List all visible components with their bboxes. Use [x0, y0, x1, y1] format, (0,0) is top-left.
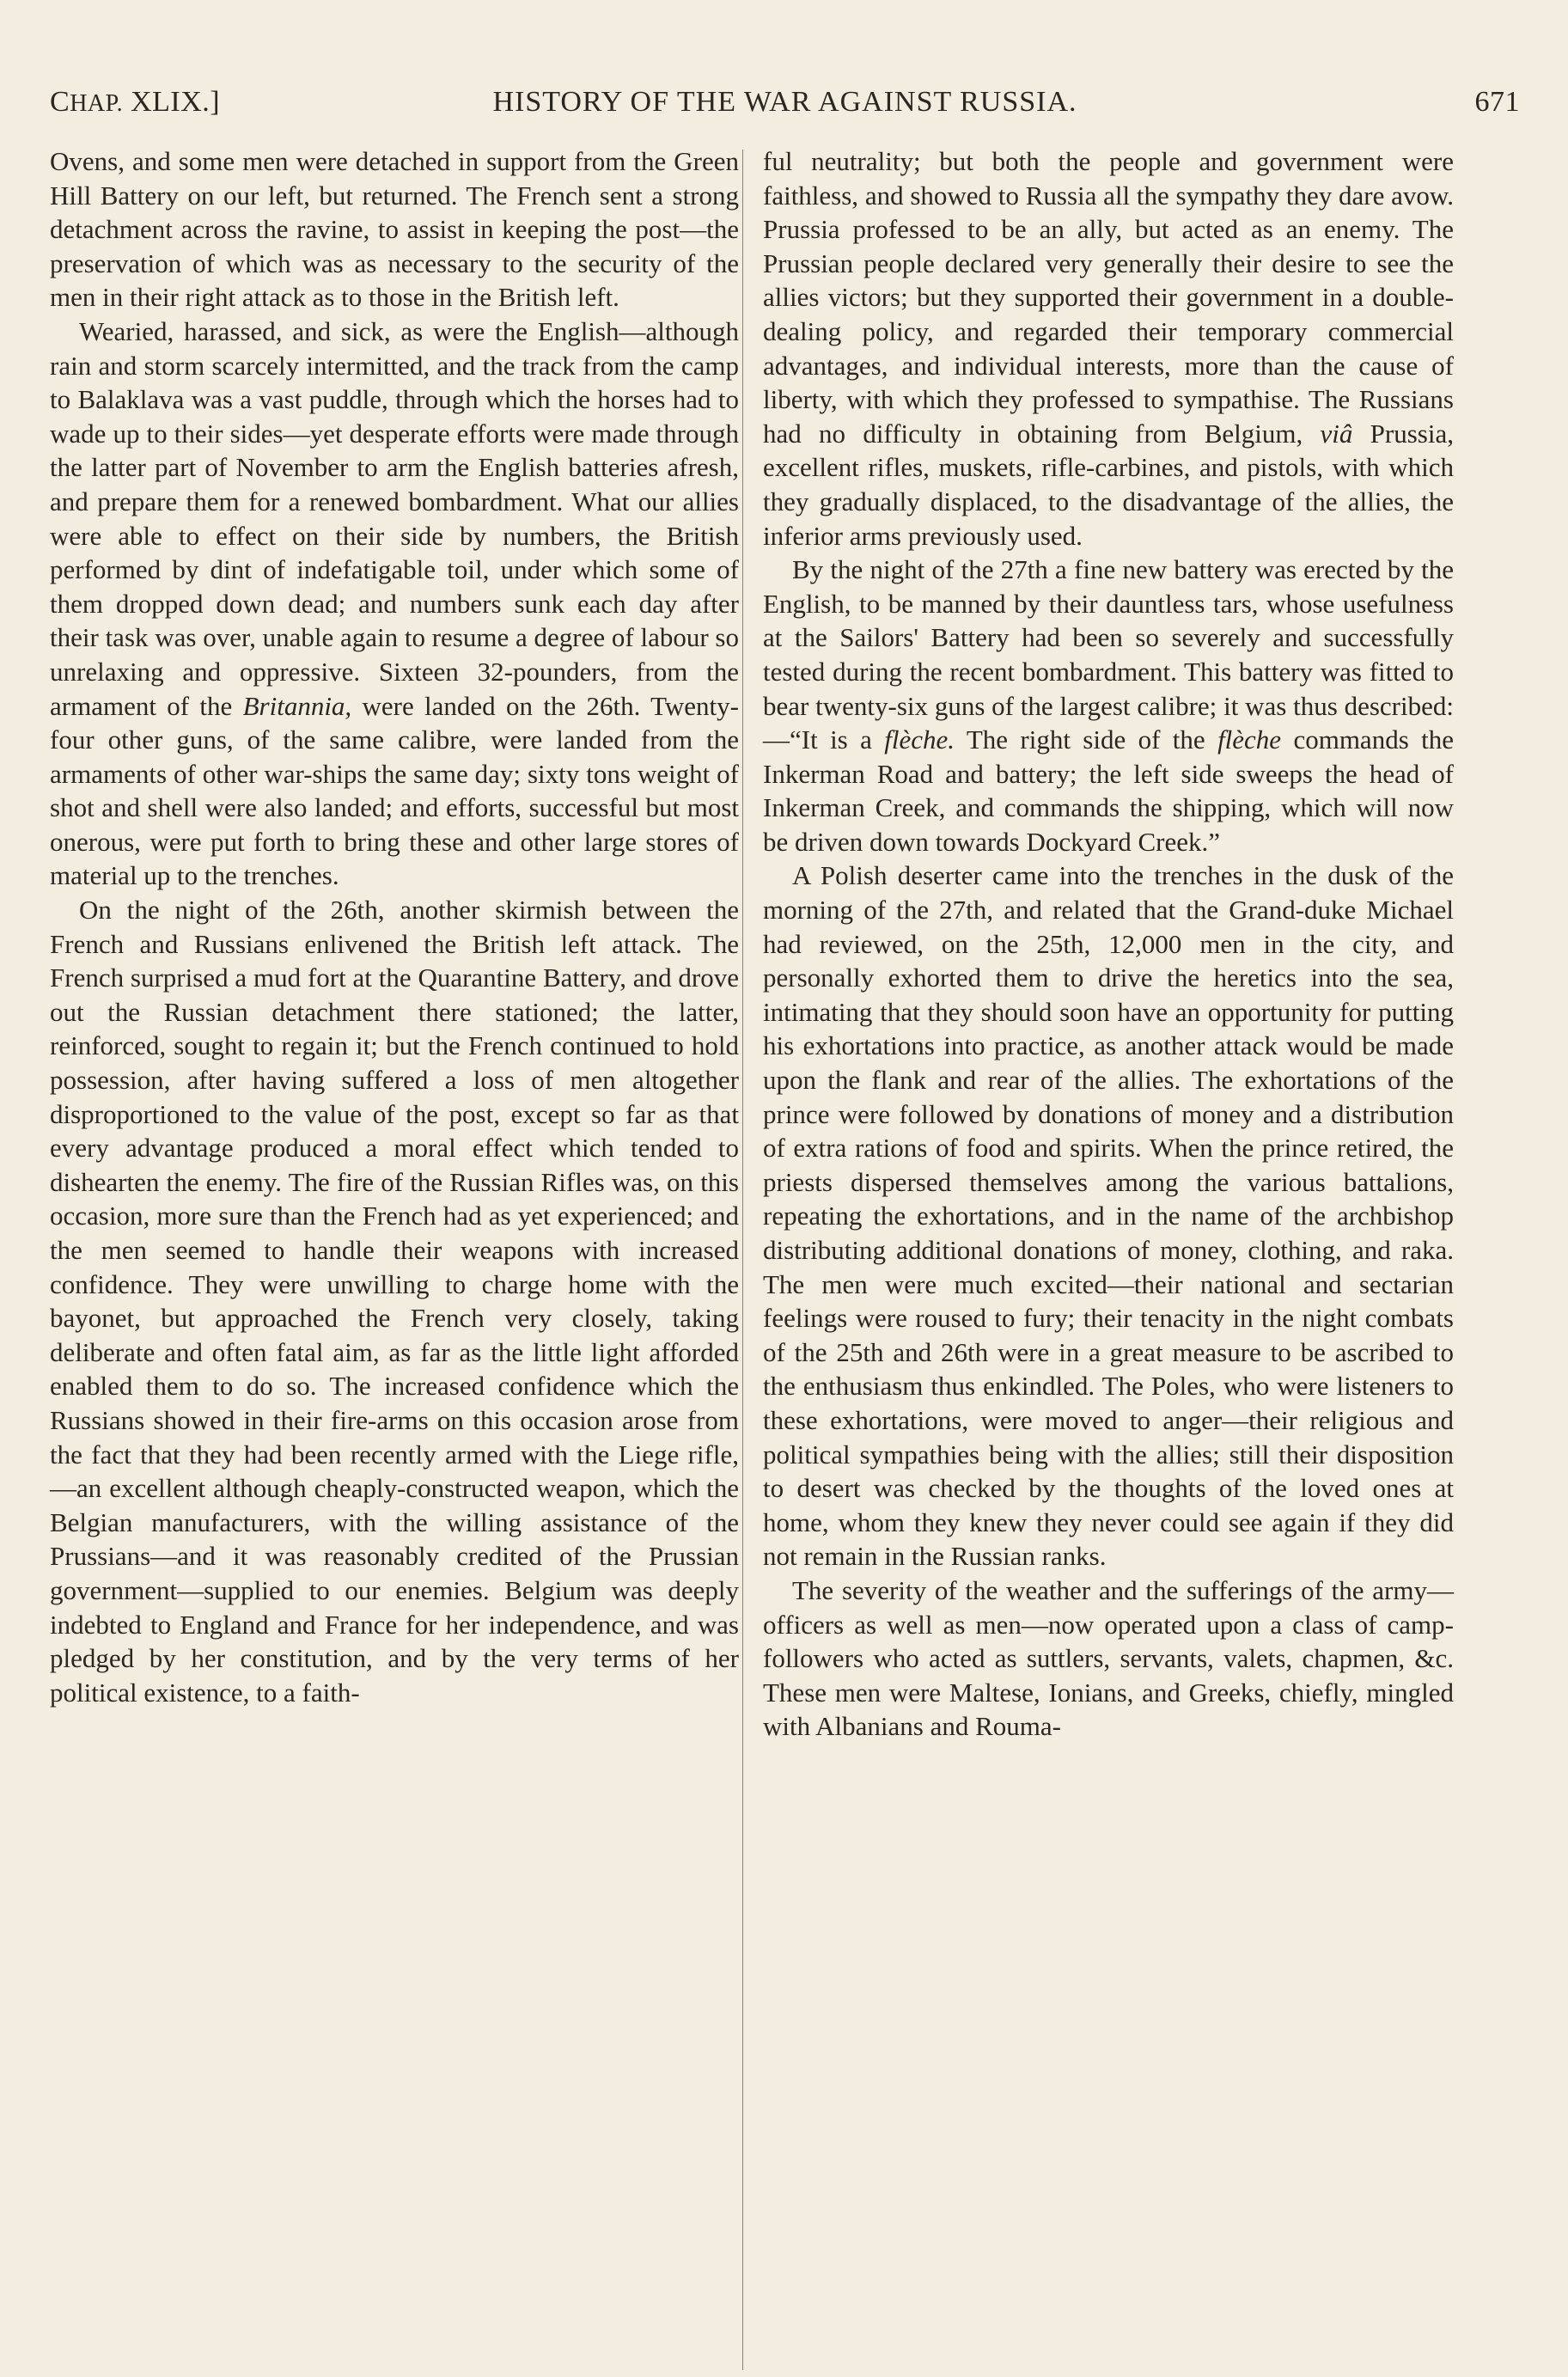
- running-title: HISTORY OF THE WAR AGAINST RUSSIA.: [492, 86, 1077, 118]
- running-header: [50, 86, 1520, 125]
- right-column: [763, 144, 1454, 1744]
- paragraph: Wearied, harassed, and sick, as were the English—although rain and storm scarcely intermitted, and the track from the camp to Balaklava was a vast puddle, through which the horses had to wade up to their sides—yet desperate efforts were made through the latter part of November to arm the English batteries afresh, and prepare them for a renewed bombardment. What our allies were able to effect on their side by numbers, the British performed by dint of indefatigable toil, under which some of them dropped down dead; and numbers sunk each day after their task was over, unable again to resume a degree of labour so unrelaxing and oppressive. Sixteen 32-pounders, from the armament of the Britannia, were landed on the 26th. Twenty-four other guns, of the same calibre, were landed from the armaments of other war-ships the same day; sixty tons weight of shot and shell were also landed; and efforts, successful but most onerous, were put forth to bring these and other large stores of material up to the trenches.: [50, 315, 739, 891]
- paragraph: On the night of the 26th, another skirmish between the French and Russians enlivened the British left attack. The French surprised a mud fort at the Quarantine Battery, and drove out the Russian detachment there stationed; the latter, reinforced, sought to regain it; but the French continued to hold possession, after having suffered a loss of men altogether disproportioned to the value of the post, except so far as that every advantage produced a moral effect which tended to dishearten the enemy. The fire of the Russian Rifles was, on this occasion, more sure than the French had as yet experienced; and the men seemed to handle their weapons with increased confidence. They were unwilling to charge home with the bayonet, but approached the French very closely, taking deliberate and often fatal aim, as far as the little light afforded enabled them to do so. The increased confidence which the Russians showed in their fire-arms on this occasion arose from the fact that they had been recently armed with the Liege rifle,—an excellent although cheaply-constructed weapon, which the Belgian manufacturers, with the willing assistance of the Prussians—and it was reasonably credited of the Prussian government—supplied to our enemies. Belgium was deeply indebted to England and France for her independence, and was pledged by her constitution, and by the very terms of her political existence, to a faith-: [50, 895, 739, 1708]
- column-divider: [742, 150, 743, 2370]
- paragraph: Ovens, and some men were detached in support from the Green Hill Battery on our left, but returned. The French sent a strong detachment across the ravine, to assist in keeping the post—the preservation of which was as necessary to the security of the men in their right attack as to those in the British left.: [50, 146, 739, 313]
- italic-term: flèche.: [884, 724, 955, 755]
- paragraph: By the night of the 27th a fine new battery was erected by the English, to be manned by their dauntless tars, whose usefulness at the Sailors' Battery had been so severely and successfully tested during the recent bombardment. This battery was fitted to bear twenty-six guns of the largest calibre; it was thus described:—“It is a flèche. The right side of the flèche commands the Inkerman Road and battery; the left side sweeps the head of Inkerman Creek, and commands the shipping, which will now be driven down towards Dockyard Creek.”: [763, 554, 1454, 857]
- left-column: [50, 144, 739, 1709]
- paragraph: ful neutrality; but both the people and government were faithless, and showed to Russia all the sympathy they dare avow. Prussia professed to be an ally, but acted as an enemy. The Prussian people declared very generally their desire to see the allies victors; but they supported their government in a double-dealing policy, and regarded their temporary commercial advantages, and individual interests, more than the cause of liberty, with which they professed to sympathise. The Russians had no difficulty in obtaining from Belgium, viâ Prussia, excellent rifles, muskets, rifle-carbines, and pistols, with which they gradually displaced, to the disadvantage of the allies, the inferior arms previously used.: [763, 146, 1454, 551]
- italic-term: viâ: [1320, 418, 1353, 449]
- paragraph: A Polish deserter came into the trenches in the dusk of the morning of the 27th, and related that the Grand-duke Michael had reviewed, on the 25th, 12,000 men in the city, and personally exhorted them to drive the heretics into the sea, intimating that they should soon have an opportunity for putting his exhortations into practice, as another attack would be made upon the flank and rear of the allies. The exhortations of the prince were followed by donations of money and a distribution of extra rations of food and spirits. When the prince retired, the priests dispersed themselves among the various battalions, repeating the exhortations, and in the name of the archbishop distributing additional donations of money, clothing, and raka. The men were much excited—their national and sectarian feelings were roused to fury; their tenacity in the night combats of the 25th and 26th were in a great measure to be ascribed to the enthusiasm thus enkindled. The Poles, who were listeners to these exhortations, were moved to anger—their religious and political sympathies being with the allies; still their disposition to desert was checked by the thoughts of the loved ones at home, whom they knew they never could see again if they did not remain in the Russian ranks.: [763, 860, 1454, 1572]
- chapter-label: CHAP. XLIX.]: [50, 86, 221, 118]
- ship-name: Britannia,: [242, 690, 352, 721]
- paragraph: The severity of the weather and the sufferings of the army—officers as well as men—now operated upon a class of camp-followers who acted as suttlers, servants, valets, chapmen, &c. These men were Maltese, Ionians, and Greeks, chiefly, mingled with Albanians and Rouma-: [763, 1574, 1454, 1742]
- page-number: 671: [1474, 86, 1520, 118]
- italic-term: flèche: [1217, 724, 1282, 755]
